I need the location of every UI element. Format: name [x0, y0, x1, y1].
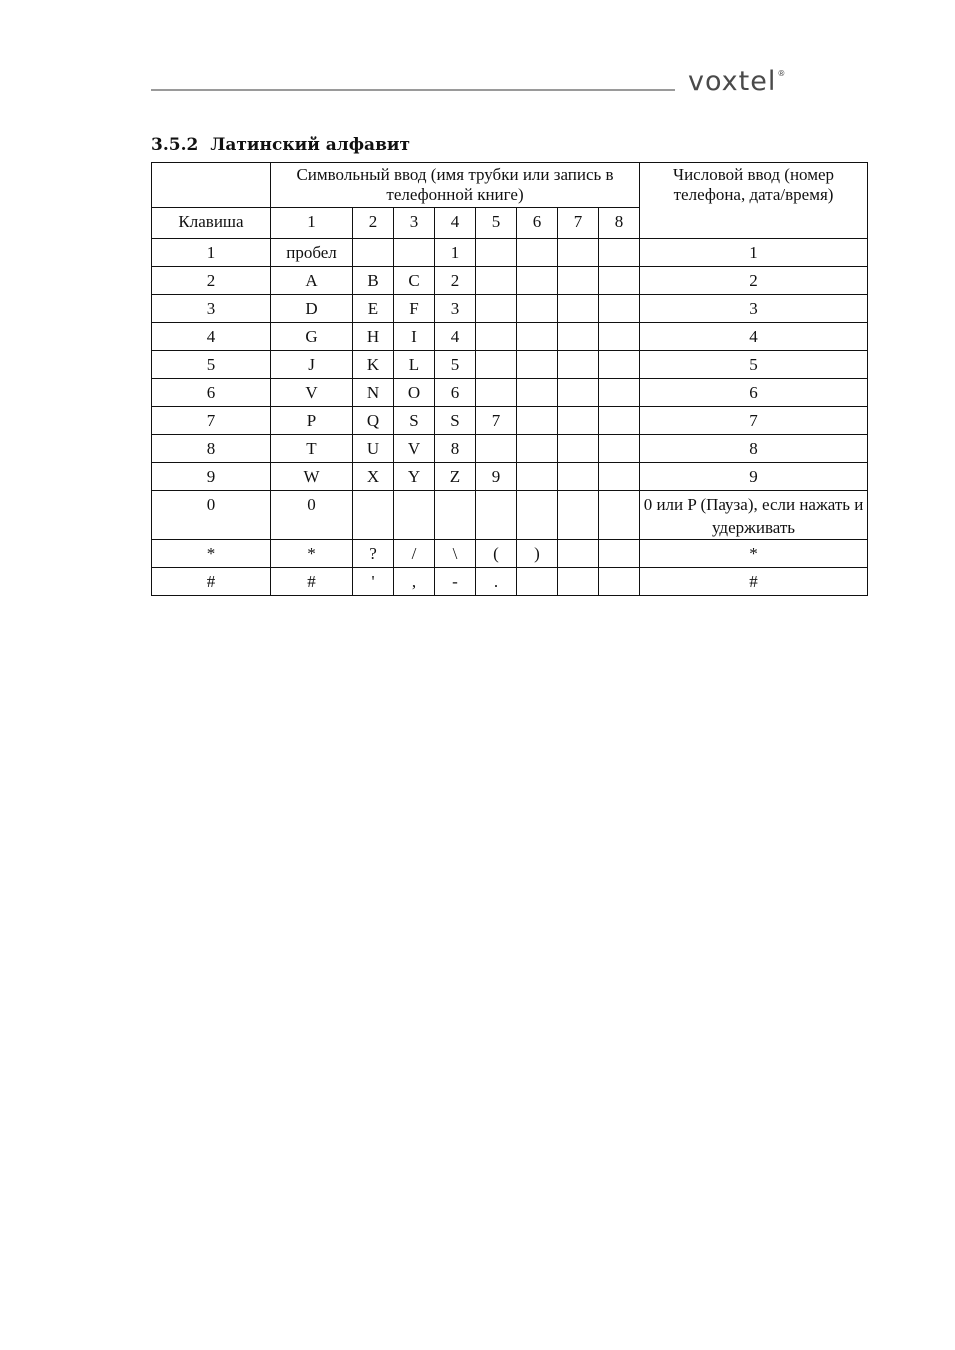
subheader-position-7: 7: [558, 208, 599, 239]
table-row: [152, 435, 868, 463]
char-cell: [599, 239, 640, 267]
key-cell: 1: [152, 239, 271, 267]
char-cell: [353, 491, 394, 540]
char-cell: D: [271, 295, 353, 323]
char-cell: [476, 323, 517, 351]
table-header-row: [152, 163, 868, 208]
char-cell: [476, 435, 517, 463]
char-cell: -: [435, 568, 476, 596]
subheader-key-label: Клавиша: [152, 208, 271, 239]
numeric-cell: 7: [640, 407, 868, 435]
char-cell: 9: [476, 463, 517, 491]
char-cell: [599, 295, 640, 323]
char-cell: J: [271, 351, 353, 379]
numeric-cell: 1: [640, 239, 868, 267]
char-cell: [476, 239, 517, 267]
char-cell: I: [394, 323, 435, 351]
char-cell: [353, 239, 394, 267]
header-empty-cell: [152, 163, 271, 208]
key-cell: 0: [152, 491, 271, 540]
numeric-cell: 2: [640, 267, 868, 295]
char-cell: [517, 568, 558, 596]
char-cell: [558, 540, 599, 568]
char-cell: [558, 407, 599, 435]
key-cell: #: [152, 568, 271, 596]
key-cell: 3: [152, 295, 271, 323]
char-cell: N: [353, 379, 394, 407]
char-cell: Q: [353, 407, 394, 435]
char-cell: [558, 239, 599, 267]
char-cell: [476, 267, 517, 295]
char-cell: [558, 491, 599, 540]
header-rule: [151, 89, 675, 91]
numeric-cell: 4: [640, 323, 868, 351]
table-row: [152, 239, 868, 267]
char-cell: [517, 407, 558, 435]
key-cell: 9: [152, 463, 271, 491]
char-cell: G: [271, 323, 353, 351]
table-row: [152, 323, 868, 351]
char-cell: 1: [435, 239, 476, 267]
char-cell: 8: [435, 435, 476, 463]
char-cell: [599, 463, 640, 491]
char-cell: L: [394, 351, 435, 379]
char-cell: W: [271, 463, 353, 491]
char-cell: [517, 323, 558, 351]
char-cell: [476, 295, 517, 323]
char-cell: [599, 267, 640, 295]
char-cell: [558, 295, 599, 323]
char-cell: [558, 435, 599, 463]
subheader-position-1: 1: [271, 208, 353, 239]
subheader-position-6: 6: [517, 208, 558, 239]
char-cell: [517, 267, 558, 295]
char-cell: ?: [353, 540, 394, 568]
numeric-cell: 6: [640, 379, 868, 407]
char-cell: [558, 379, 599, 407]
char-cell: [599, 540, 640, 568]
char-cell: [558, 351, 599, 379]
brand-logo-text: voxtel: [688, 66, 777, 97]
table-row: [152, 491, 868, 540]
char-cell: B: [353, 267, 394, 295]
char-cell: [599, 568, 640, 596]
char-cell: P: [271, 407, 353, 435]
char-cell: ,: [394, 568, 435, 596]
char-cell: [517, 491, 558, 540]
char-cell: Y: [394, 463, 435, 491]
section-heading: [151, 135, 410, 155]
subheader-position-4: 4: [435, 208, 476, 239]
key-cell: 4: [152, 323, 271, 351]
char-cell: 2: [435, 267, 476, 295]
char-cell: X: [353, 463, 394, 491]
char-cell: 3: [435, 295, 476, 323]
char-cell: [517, 435, 558, 463]
char-cell: \: [435, 540, 476, 568]
section-number: 3.5.2: [151, 135, 199, 155]
table-row: [152, 540, 868, 568]
numeric-cell: 8: [640, 435, 868, 463]
char-cell: [517, 351, 558, 379]
registered-mark: ®: [777, 69, 787, 78]
char-cell: [599, 435, 640, 463]
header-numeric-input: Числовой ввод (номер телефона, дата/время): [640, 163, 868, 239]
char-cell: [517, 239, 558, 267]
char-cell: [558, 323, 599, 351]
char-cell: [558, 267, 599, 295]
table-row: [152, 568, 868, 596]
subheader-position-3: 3: [394, 208, 435, 239]
char-cell: F: [394, 295, 435, 323]
char-cell: 5: [435, 351, 476, 379]
char-cell: ): [517, 540, 558, 568]
table-row: [152, 379, 868, 407]
numeric-cell: 9: [640, 463, 868, 491]
char-cell: [558, 568, 599, 596]
char-cell: E: [353, 295, 394, 323]
char-cell: [517, 295, 558, 323]
char-cell: [517, 379, 558, 407]
key-cell: *: [152, 540, 271, 568]
char-cell: (: [476, 540, 517, 568]
char-cell: [599, 491, 640, 540]
char-cell: [476, 491, 517, 540]
subheader-position-2: 2: [353, 208, 394, 239]
char-cell: пробел: [271, 239, 353, 267]
char-cell: [517, 463, 558, 491]
table-row: [152, 407, 868, 435]
char-cell: H: [353, 323, 394, 351]
char-cell: [476, 351, 517, 379]
char-cell: ': [353, 568, 394, 596]
char-cell: [599, 351, 640, 379]
key-cell: 2: [152, 267, 271, 295]
keymap-table: [151, 162, 868, 596]
char-cell: 0: [271, 491, 353, 540]
subheader-position-8: 8: [599, 208, 640, 239]
char-cell: [599, 407, 640, 435]
table-body: [152, 163, 868, 596]
table-row: [152, 463, 868, 491]
table-row: [152, 295, 868, 323]
char-cell: U: [353, 435, 394, 463]
numeric-cell: #: [640, 568, 868, 596]
char-cell: 4: [435, 323, 476, 351]
char-cell: /: [394, 540, 435, 568]
key-cell: 5: [152, 351, 271, 379]
key-cell: 7: [152, 407, 271, 435]
key-cell: 6: [152, 379, 271, 407]
char-cell: V: [271, 379, 353, 407]
table-row: [152, 351, 868, 379]
char-cell: Z: [435, 463, 476, 491]
numeric-cell: 3: [640, 295, 868, 323]
char-cell: *: [271, 540, 353, 568]
char-cell: S: [394, 407, 435, 435]
char-cell: T: [271, 435, 353, 463]
section-title: Латинский алфавит: [210, 135, 411, 155]
key-cell: 8: [152, 435, 271, 463]
char-cell: 7: [476, 407, 517, 435]
char-cell: [394, 239, 435, 267]
char-cell: [599, 379, 640, 407]
table-row: [152, 267, 868, 295]
numeric-cell: *: [640, 540, 868, 568]
char-cell: O: [394, 379, 435, 407]
header-symbol-input: Символьный ввод (имя трубки или запись в телефонной книге): [271, 163, 640, 208]
char-cell: V: [394, 435, 435, 463]
char-cell: 6: [435, 379, 476, 407]
char-cell: C: [394, 267, 435, 295]
char-cell: .: [476, 568, 517, 596]
brand-logo: [688, 66, 786, 97]
char-cell: K: [353, 351, 394, 379]
char-cell: A: [271, 267, 353, 295]
numeric-cell: 5: [640, 351, 868, 379]
char-cell: S: [435, 407, 476, 435]
char-cell: [435, 491, 476, 540]
numeric-cell: 0 или P (Пауза), если нажать и удерживать: [640, 491, 868, 540]
subheader-position-5: 5: [476, 208, 517, 239]
char-cell: [476, 379, 517, 407]
char-cell: [558, 463, 599, 491]
char-cell: [394, 491, 435, 540]
char-cell: #: [271, 568, 353, 596]
char-cell: [599, 323, 640, 351]
